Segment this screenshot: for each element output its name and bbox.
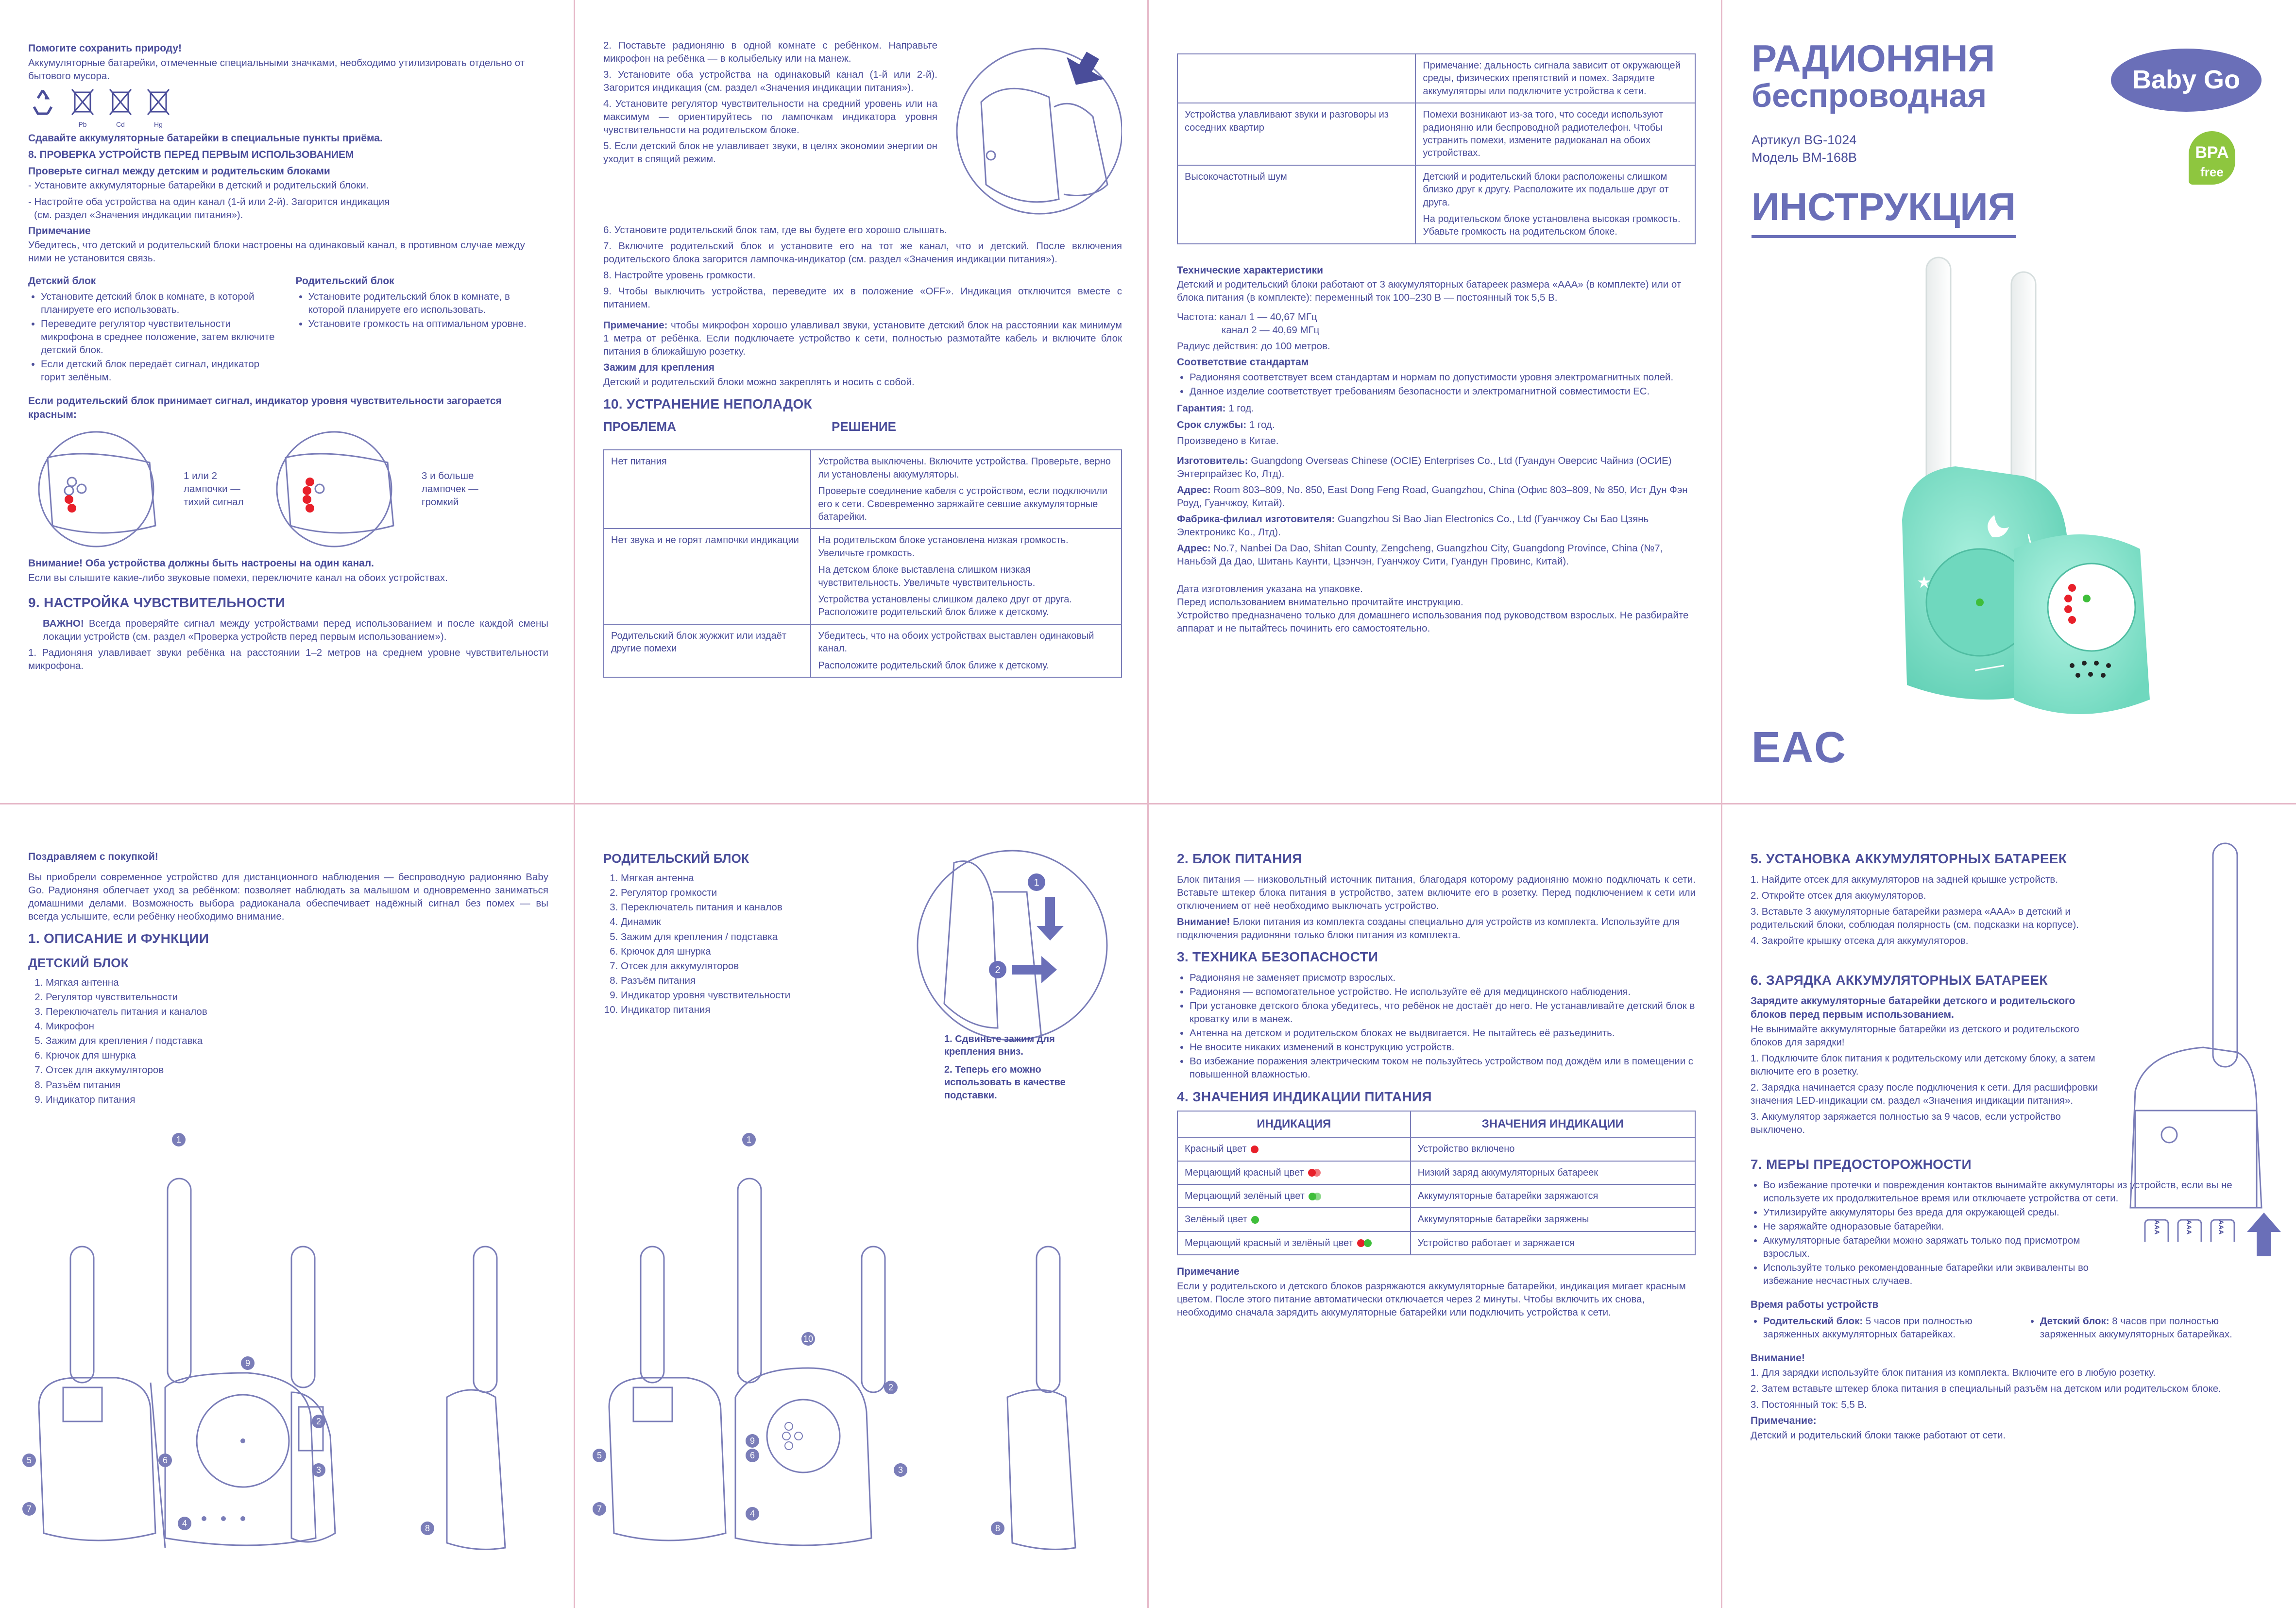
troubleshooting-table-cont <box>1177 53 1696 244</box>
meaning-cell: Аккумуляторные батарейки заряжены <box>1411 1208 1695 1231</box>
clip-step-2: 2. Теперь его можно использовать в качестве подставки. <box>944 1064 1066 1101</box>
part-item: 3. Переключатель питания и каналов <box>621 901 1122 914</box>
col-indication-header: ИНДИКАЦИЯ <box>1177 1111 1411 1137</box>
attention-item: 3. Постоянный ток: 5,5 В. <box>1751 1399 1867 1410</box>
baby-monitor-photo <box>1888 248 2286 734</box>
svg-text:5: 5 <box>26 1455 32 1465</box>
collect-text: Сдавайте аккумуляторные батарейки в специальные пункты приёма. <box>28 133 383 144</box>
section-10-title: 10. УСТРАНЕНИЕ НЕПОЛАДОК <box>603 396 812 412</box>
setup-step: 8. Настройте уровень громкости. <box>603 270 756 281</box>
svg-text:2: 2 <box>995 965 1001 975</box>
table-row <box>604 450 1122 529</box>
table-header-row <box>1177 1111 1695 1137</box>
svg-text:1: 1 <box>746 1135 752 1145</box>
solution-cell: Помехи возникают из-за того, что соседи используют радионяню или беспроводной радиотелефон. Чтобы устранить помехи, измените радиоканал на обоих устройствах. <box>1415 103 1695 165</box>
battery-labels <box>2140 1220 2226 1234</box>
section-7-title: 7. МЕРЫ ПРЕДОСТОРОЖНОСТИ <box>1751 1156 1972 1172</box>
sensitivity-knob-illustration <box>947 39 1122 223</box>
list-item: • Установите детский блок в комнате, в которой планируете его использовать. <box>41 290 281 316</box>
bpa-free-badge: BPA free <box>2189 131 2235 185</box>
standards-heading: Соответствие стандартам <box>1177 356 1309 368</box>
setup-step: 9. Чтобы выключить устройства, переведите их в положение «OFF». Индикация отключится вместе с питанием. <box>603 286 1122 310</box>
section-2-text: Блок питания — низковольтный источник питания, благодаря которому радионяню можно подключать к сети. Вставьте штекер блока питания в устройство, затем включите его в розетку. Перед подключением к сети или отключением от неё необходимо выключать устройство. <box>1177 873 1696 912</box>
list-item: • Во избежание протечки и повреждения контактов вынимайте аккумуляторы из устройств, если вы не используете их продолжительное время или отключаете устройства от сети. <box>1763 1179 2254 1205</box>
parent-block-heading: Родительский блок <box>295 275 394 287</box>
red-dot-icon <box>1251 1146 1259 1153</box>
bin-icon-pb: Pb <box>70 87 95 129</box>
svg-text:★: ★ <box>1917 573 1932 592</box>
table-row <box>1177 1232 1695 1255</box>
section-9-title: 9. НАСТРОЙКА ЧУВСТВИТЕЛЬНОСТИ <box>28 595 286 610</box>
svg-text:1: 1 <box>176 1135 182 1145</box>
domestic-use: Устройство предназначено только для домашнего использования под руководством взрослых. Не разбирайте аппарат и не пытайтесь починить его самостоятельно. <box>1177 610 1689 634</box>
panel-cover <box>1722 0 2296 803</box>
congrats-text: Вы приобрели современное устройство для дистанционного наблюдения — беспроводную радионяню Baby Go. Радионяня облегчает уход за ребёнком: позволяет наблюдать за малышом и одновременно заниматься домашними делами. Возможность выбора радиоканала обеспечивает надёжный сигнал без помех — вы всегда услышите, если ребёнку необходимо внимание. <box>28 871 548 922</box>
arrow-up-icon <box>2247 1213 2281 1256</box>
solution-cell: Детский и родительский блоки расположены слишком близко друг к другу. Расположите их подальше друг от друга. На родительском блоке установлена высокая громкость. Убавьте громкость на родительском блоке. <box>1415 165 1695 244</box>
panel-child-unit <box>0 804 574 1608</box>
svg-text:8: 8 <box>995 1523 1001 1533</box>
svg-text:3: 3 <box>898 1465 903 1475</box>
indication-cell: Зелёный цвет <box>1177 1208 1411 1231</box>
clip-heading: Зажим для крепления <box>603 362 715 374</box>
loud-label: 3 и больше лампочек — громкий <box>422 470 478 508</box>
svg-text:10: 10 <box>803 1334 814 1344</box>
setup-step: 3. Установите оба устройства на одинаковый канал (1-й или 2-й). Загорится индикация (см. раздел «Значения индикации питания»). <box>603 69 937 94</box>
clip-text: Детский и родительский блоки можно закреплять и носить с собой. <box>603 376 915 388</box>
problem-cell: Нет питания <box>604 450 811 529</box>
meaning-cell: Низкий заряд аккумуляторных батареек <box>1411 1161 1695 1184</box>
table-row <box>1177 1161 1695 1184</box>
model-number: Модель BM-168B <box>1752 150 1857 165</box>
address: Room 803–809, No. 850, East Dong Feng Road, Guangzhou, China (Офис 803–809, № 850, Ист Дун Фэн Роуд, Гуанчжоу, Китай). <box>1177 484 1688 509</box>
runtime-child-label: Детский блок: <box>2040 1316 2109 1327</box>
lifetime: 1 год. <box>1249 419 1275 430</box>
parent-unit-quiet-illustration <box>28 428 174 550</box>
warning-text: Если вы слышите какие-либо звуковые помехи, переключите канал на обоих устройствах. <box>28 572 448 583</box>
s8-item: - Установите аккумуляторные батарейки в детский и родительский блоки. <box>28 180 369 191</box>
list-item: • Если детский блок передаёт сигнал, индикатор горит зелёным. <box>41 358 281 384</box>
s5-item: 3. Вставьте 3 аккумуляторные батарейки размера «AAA» в детский и родительский блоки, соблюдая полярность (см. подсказки на корпусе). <box>1751 906 2079 931</box>
note-text: Если у родительского и детского блоков разряжаются аккумуляторные батарейки, индикация мигает красным цветом. После этого питание автоматически отключается через 2 минуты. Чтобы включить их снова, необходимо сначала зарядить аккумуляторные батарейки или подключить устройства к сети. <box>1177 1280 1686 1318</box>
part-item: 3. Переключатель питания и каналов <box>46 1005 548 1018</box>
col-meaning-header: ЗНАЧЕНИЯ ИНДИКАЦИИ <box>1411 1111 1695 1137</box>
radius: Радиус действия: до 100 метров. <box>1177 340 1330 352</box>
svg-text:6: 6 <box>162 1455 168 1465</box>
list-item: • Не заряжайте одноразовые батарейки. <box>1763 1220 2123 1233</box>
clip-step-1: 1. Сдвиньте зажим для крепления вниз. <box>944 1034 1055 1058</box>
s5-item: 4. Закройте крышку отсека для аккумуляторов. <box>1751 935 1969 947</box>
address2-label: Адрес: <box>1177 542 1211 554</box>
address-label: Адрес: <box>1177 484 1211 496</box>
problem-cell <box>1177 54 1415 103</box>
important-label: ВАЖНО! <box>43 617 84 629</box>
list-item: • Утилизируйте аккумуляторы без вреда для окружающей среды. <box>1763 1206 2254 1219</box>
section-8-subtitle: Проверьте сигнал между детским и родительским блоками <box>28 165 330 177</box>
list-item: • Установите родительский блок в комнате, в которой планируете его использовать. <box>308 290 549 316</box>
svg-text:4: 4 <box>749 1509 755 1519</box>
signal-heading: Если родительский блок принимает сигнал, индикатор уровня чувствительности загорается красным: <box>28 395 502 421</box>
list-item: • Радионяня не заменяет присмотр взрослых. <box>1190 971 1696 984</box>
battery-compartment-illustration <box>2116 838 2271 1242</box>
svg-text:1: 1 <box>1034 877 1039 888</box>
table-row <box>1177 1208 1695 1231</box>
brand-logo: Baby Go <box>2111 49 2262 112</box>
parent-unit-title: РОДИТЕЛЬСКИЙ БЛОК <box>603 851 749 866</box>
signal-illustrations <box>28 428 548 550</box>
setup-step: 6. Установите родительский блок там, где вы будете его хорошо слышать. <box>603 224 947 236</box>
list-item: • Используйте только рекомендованные батарейки или эквиваленты во избежание несчастных случаев. <box>1763 1261 2123 1287</box>
part-item: 9. Индикатор уровня чувствительности <box>621 989 1122 1002</box>
panel-troubleshooting <box>575 0 1147 803</box>
svg-text:8: 8 <box>425 1523 430 1533</box>
svg-text:5: 5 <box>596 1451 602 1460</box>
troubleshooting-table <box>603 449 1122 677</box>
attention-item: 2. Затем вставьте штекер блока питания в специальный разъём на детском или родительском блоке. <box>1751 1383 2221 1394</box>
solution-cell: Устройства выключены. Включите устройства. Проверьте, верно ли установлены аккумуляторы. Проверьте соединение кабеля с устройством, если подключили его к сети. Своевременно заряжайте севшие аккумуляторные батарейки. <box>811 450 1122 529</box>
child-block-heading: Детский блок <box>28 275 96 287</box>
solution-cell: На родительском блоке установлена низкая громкость. Увеличьте громкость. На детском блоке выставлена слишком низкая чувствительность. Увеличьте чувствительность. Устройства установлены слишком далеко друг от друга. Расположите родительский блок ближе к детскому. <box>811 529 1122 624</box>
section-2-title: 2. БЛОК ПИТАНИЯ <box>1177 851 1302 866</box>
section-6-title: 6. ЗАРЯДКА АККУМУЛЯТОРНЫХ БАТАРЕЕК <box>1751 973 2048 988</box>
table-row <box>1177 1184 1695 1208</box>
s8-item: (см. раздел «Значения индикации питания»). <box>34 209 243 221</box>
svg-text:4: 4 <box>182 1519 187 1528</box>
warning-heading: Внимание! Оба устройства должны быть настроены на один канал. <box>28 557 374 569</box>
part-item: 6. Крючок для шнурка <box>621 945 1122 958</box>
eac-mark: EAC <box>1752 723 1847 772</box>
setup-step: 4. Установите регулятор чувствительности на средний уровень или на максимум — ориентируйтесь по лампочкам индикатора уровня чувствительности на родительском блоке. <box>603 98 937 136</box>
list-item: • Антенна на детском и родительском блоках не выдвигается. Не пытайтесь её разъединить. <box>1190 1026 1696 1040</box>
svg-text:6: 6 <box>749 1451 755 1460</box>
problem-cell: Нет звука и не горят лампочки индикации <box>604 529 811 624</box>
panel-batteries <box>1722 804 2296 1608</box>
svg-text:3: 3 <box>316 1465 322 1475</box>
part-item: 5. Зажим для крепления / подставка <box>621 930 1122 943</box>
note-text: Убедитесь, что детский и родительский блоки настроены на одинаковый канал, в противном случае между ними не установится связь. <box>28 239 525 264</box>
table-row <box>604 529 1122 624</box>
warranty: 1 год. <box>1228 403 1254 414</box>
panel-check-sensitivity <box>0 0 574 803</box>
svg-text:2: 2 <box>888 1383 894 1392</box>
factory-label: Фабрика-филиал изготовителя: <box>1177 513 1335 525</box>
section-4-title: 4. ЗНАЧЕНИЯ ИНДИКАЦИИ ПИТАНИЯ <box>1177 1089 1432 1104</box>
manufacture-date: Дата изготовления указана на упаковке. <box>1177 583 1363 595</box>
child-unit-title: ДЕТСКИЙ БЛОК <box>28 955 129 970</box>
section-8-title: 8. ПРОВЕРКА УСТРОЙСТВ ПЕРЕД ПЕРВЫМ ИСПОЛЬЗОВАНИЕМ <box>28 149 354 161</box>
list-item: • Во избежание поражения электрическим током не пользуйтесь устройством под дождём или в помещении с повышенной влажностью. <box>1190 1055 1696 1081</box>
power-warning-label: Внимание! <box>1177 916 1230 928</box>
freq-1: Частота: канал 1 — 40,67 МГц <box>1177 311 1317 323</box>
warranty-label: Гарантия: <box>1177 403 1226 414</box>
part-item: 1. Мягкая антенна <box>46 976 548 989</box>
list-item: • Радионяня — вспомогательное устройство. Не используйте её для медицинского наблюдения. <box>1190 985 1696 998</box>
solution-cell: Убедитесь, что на обоих устройствах выставлен одинаковый канал. Расположите родительский блок ближе к детскому. <box>811 624 1122 677</box>
attention-item: 1. Для зарядки используйте блок питания из комплекта. Включите его в любую розетку. <box>1751 1367 2156 1378</box>
table-row <box>1177 54 1695 103</box>
recycle-icons <box>28 87 548 129</box>
list-item: • Переведите регулятор чувствительности микрофона в среднее положение, затем включите детский блок. <box>41 317 281 357</box>
part-item: 6. Крючок для шнурка <box>46 1049 548 1062</box>
panel-parent-unit <box>575 804 1147 1608</box>
part-item: 2. Регулятор громкости <box>621 886 1122 899</box>
svg-text:7: 7 <box>26 1504 32 1514</box>
runtime-child: 8 часов при полностью заряженных аккумуляторных батарейках. <box>2040 1316 2232 1340</box>
attention-heading: Внимание! <box>1751 1352 1805 1364</box>
list-item: • При установке детского блока убедитесь, что ребёнок не достаёт до него. Не устанавливайте детский блок в кроватку или в манеж. <box>1190 999 1696 1026</box>
panel-power <box>1149 804 1721 1608</box>
list-item: • Установите громкость на оптимальном уровне. <box>308 317 549 330</box>
section-1-title: 1. ОПИСАНИЕ И ФУНКЦИИ <box>28 930 209 946</box>
quiet-label: 1 или 2 лампочки — тихий сигнал <box>184 470 244 508</box>
meaning-cell: Устройство включено <box>1411 1137 1695 1161</box>
part-item: 5. Зажим для крепления / подставка <box>46 1034 548 1047</box>
runtime-parent-label: Родительский блок: <box>1763 1316 1863 1327</box>
part-item: 4. Микрофон <box>46 1020 548 1033</box>
table-row <box>604 624 1122 677</box>
s6-item: 3. Аккумулятор заряжается полностью за 9 часов, если устройство выключено. <box>1751 1111 2061 1135</box>
note-text: чтобы микрофон хорошо улавливал звуки, установите детский блок на расстоянии как минимум 1 метра от ребёнка. Если подключаете устройство к сети, полностью размотайте кабель и включите блок питания в ближайшую розетку. <box>603 320 1122 358</box>
parent-unit-diagram <box>590 1125 1124 1577</box>
indication-table <box>1177 1111 1696 1255</box>
s5-item: 2. Откройте отсек для аккумуляторов. <box>1751 890 1926 901</box>
svg-text:9: 9 <box>245 1358 251 1368</box>
clip-stand-illustration <box>915 843 1109 1047</box>
important-text: Всегда проверяйте сигнал между устройствами перед использованием и после каждой смены локации устройств (см. раздел «Проверка устройств перед первым использованием»). <box>43 617 548 642</box>
read-instructions: Перед использованием внимательно прочитайте инструкцию. <box>1177 597 1463 608</box>
s6-item: 1. Подключите блок питания к родительскому или детскому блоку, а затем включите его в розетку. <box>1751 1052 2095 1077</box>
indication-cell: Красный цвет <box>1177 1137 1411 1161</box>
s6-bold: Зарядите аккумуляторные батарейки детского и родительского блоков перед первым использованием. <box>1751 995 2075 1020</box>
table-row <box>1177 1137 1695 1161</box>
part-item: 2. Регулятор чувствительности <box>46 991 548 1004</box>
setup-step: 7. Включите родительский блок и установите его на тот же канал, что и детский. После включения родительского блока загорится лампочка-индикатор (см. раздел «Значения индикации питания»). <box>603 240 1122 265</box>
solution-cell: Примечание: дальность сигнала зависит от окружающей среды, физических препятствий и помех. Зарядите аккумуляторы или подключите устройства к сети. <box>1415 54 1695 103</box>
problem-cell: Высокочастотный шум <box>1177 165 1415 244</box>
product-subtitle: беспроводная <box>1752 77 1987 114</box>
part-item: 4. Динамик <box>621 915 1122 928</box>
setup-step: 2. Поставьте радионяню в одной комнате с ребёнком. Направьте микрофон на ребёнка — в колыбельку или на манеж. <box>603 40 937 65</box>
part-item: 9. Индикатор питания <box>46 1093 548 1106</box>
section-5-title: 5. УСТАНОВКА АККУМУЛЯТОРНЫХ БАТАРЕЕК <box>1751 851 2067 866</box>
section-3-title: 3. ТЕХНИКА БЕЗОПАСНОСТИ <box>1177 949 1378 965</box>
list-item: • Данное изделие соответствует требованиям безопасности и электромагнитной совместимости ЕС. <box>1190 385 1696 398</box>
bin-icon-hg: Hg <box>146 87 171 129</box>
green-dot-icon <box>1251 1216 1259 1224</box>
part-item: 7. Отсек для аккумуляторов <box>46 1063 548 1077</box>
maker-label: Изготовитель: <box>1177 455 1248 466</box>
col-problem-header: ПРОБЛЕМА <box>603 419 676 434</box>
note-text: Детский и родительский блоки также работают от сети. <box>1751 1429 2006 1441</box>
table-row <box>1177 103 1695 165</box>
factory: Guangzhou Si Bao Jian Electronics Co., Ltd (Гуанчжоу Сы Бао Цзянь Электроникс Ко., Лтд). <box>1177 513 1649 538</box>
setup-step: 5. Если детский блок не улавливает звуки, в целях экономии энергии он уходит в спящий режим. <box>603 140 937 165</box>
tech-text: Детский и родительский блоки работают от 3 аккумуляторных батареек размера «AAA» (в комплекте) или от блока питания (в комплекте): переменный ток 100–230 В — постоянный ток 5,5 В. <box>1177 279 1682 304</box>
tech-heading: Технические характеристики <box>1177 264 1324 276</box>
s8-item: - Настройте оба устройства на один канал (1-й или 2-й). Загорится индикация <box>28 196 390 207</box>
product-title: РАДИОНЯНЯ <box>1752 37 1995 80</box>
bin-icon-cd: Cd <box>108 87 133 129</box>
part-item: 10. Индикатор питания <box>621 1003 1122 1016</box>
meaning-cell: Устройство работает и заряжается <box>1411 1232 1695 1255</box>
table-row <box>1177 165 1695 244</box>
s6-text: Не вынимайте аккумуляторные батарейки из детского и родительского блоков для зарядки! <box>1751 1023 2079 1048</box>
green-dot-icon <box>1313 1193 1321 1200</box>
part-item: 8. Разъём питания <box>621 974 1122 987</box>
note-heading: Примечание <box>1177 1266 1240 1278</box>
s5-item: 1. Найдите отсек для аккумуляторов на задней крышке устройств. <box>1751 873 2058 885</box>
battery-label: AAA <box>2153 1220 2161 1235</box>
instruction-title: ИНСТРУКЦИЯ <box>1752 181 2016 239</box>
maker: Guangdong Overseas Chinese (OCIE) Enterprises Co., Ltd (Гуандун Оверсис Чайниз (ОСИЕ) Энтерпрайзес Ко, Лтд). <box>1177 455 1672 479</box>
congrats-heading: Поздравляем с покупкой! <box>28 851 158 862</box>
nature-text: Аккумуляторные батарейки, отмеченные специальными значками, необходимо утилизировать отдельно от бытового мусора. <box>28 57 525 82</box>
recycle-icon <box>28 87 57 117</box>
col-solution-header: РЕШЕНИЕ <box>832 419 896 434</box>
list-item: • Радионяня соответствует всем стандартам и нормам по допустимости уровня электромагнитных полей. <box>1190 371 1696 384</box>
battery-label: AAA <box>2185 1220 2193 1235</box>
svg-text:7: 7 <box>596 1504 602 1514</box>
s9-item: 1. Радионяня улавливает звуки ребёнка на расстоянии 1–2 метров на среднем уровне чувствительности микрофона. <box>28 647 548 671</box>
address2: No.7, Nanbei Da Dao, Shitan County, Zengcheng, Guangzhou City, Guangdong Province, China (№7, Наньбэй Да Дао, Шитань Каунти, Цзэнчэн, Гуанчжоу Сити, Гуандун Провинс, Китай). <box>1177 542 1663 567</box>
freq-2: канал 2 — 40,69 МГц <box>1222 324 1320 336</box>
runtime-heading: Время работы устройств <box>1751 1299 1879 1311</box>
list-item: • Аккумуляторные батарейки можно заряжать только под присмотром взрослых. <box>1763 1234 2123 1260</box>
problem-cell: Родительский блок жужжит или издаёт другие помехи <box>604 624 811 677</box>
list-item: • Не вносите никаких изменений в конструкцию устройств. <box>1190 1041 1696 1054</box>
s6-item: 2. Зарядка начинается сразу после подключения к сети. Для расшифровки значения LED-индикации см. раздел «Значения индикации питания». <box>1751 1081 2098 1106</box>
svg-text:9: 9 <box>749 1436 755 1446</box>
lifetime-label: Срок службы: <box>1177 419 1247 430</box>
child-unit-diagram <box>19 1125 554 1577</box>
note-label: Примечание: <box>603 320 668 331</box>
problem-cell: Устройства улавливают звуки и разговоры из соседних квартир <box>1177 103 1415 165</box>
note-heading: Примечание <box>28 225 91 237</box>
note-heading: Примечание: <box>1751 1415 1817 1426</box>
runtime-parent: 5 часов при полностью заряженных аккумуляторных батарейках. <box>1763 1316 1973 1340</box>
svg-text:2: 2 <box>316 1417 322 1426</box>
panel-specifications <box>1149 0 1721 803</box>
indication-cell: Мерцающий зелёный цвет <box>1177 1184 1411 1208</box>
battery-label: AAA <box>2217 1220 2225 1235</box>
green-dot-icon <box>1364 1239 1372 1247</box>
indication-cell: Мерцающий красный и зелёный цвет <box>1177 1232 1411 1255</box>
article-number: Артикул BG-1024 <box>1752 133 1857 148</box>
red-dot-icon <box>1313 1169 1321 1177</box>
part-item: 1. Мягкая антенна <box>621 872 1122 885</box>
part-item: 8. Разъём питания <box>46 1078 548 1092</box>
part-item: 7. Отсек для аккумуляторов <box>621 959 1122 973</box>
meaning-cell: Аккумуляторные батарейки заряжаются <box>1411 1184 1695 1208</box>
parent-unit-loud-illustration <box>266 428 412 550</box>
indication-cell: Мерцающий красный цвет <box>1177 1161 1411 1184</box>
made-in: Произведено в Китае. <box>1177 435 1279 446</box>
nature-heading: Помогите сохранить природу! <box>28 43 182 54</box>
power-warning: Блоки питания из комплекта созданы специально для устройств из комплекта. Используйте для подключения радионяни только блоки питания из комплекта. <box>1177 916 1680 941</box>
